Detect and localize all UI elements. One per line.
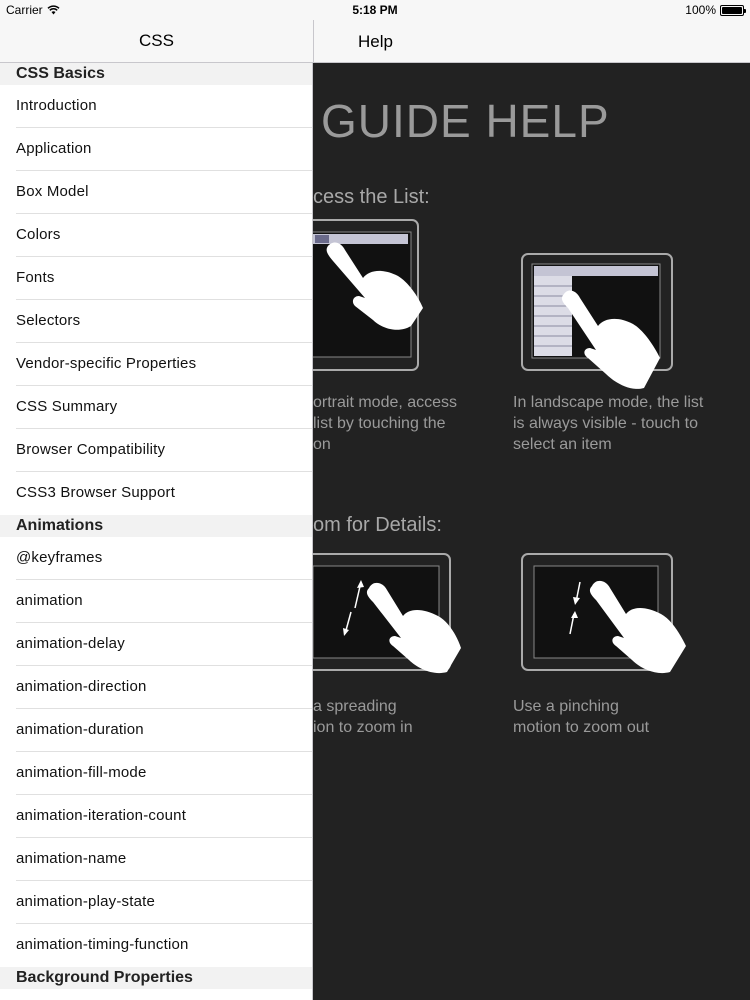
help-content <box>313 64 750 1000</box>
sidebar-item[interactable]: Application <box>0 128 312 171</box>
sidebar-title: CSS <box>139 31 174 50</box>
sidebar-item[interactable]: animation-fill-mode <box>0 752 312 795</box>
status-bar <box>0 0 750 20</box>
battery-percent: 100% <box>685 3 716 17</box>
caption-portrait: ortrait mode, access list by touching the on <box>313 394 458 453</box>
sidebar-item[interactable]: Introduction <box>0 85 312 128</box>
sidebar-item[interactable]: animation-duration <box>0 709 312 752</box>
carrier-label: Carrier <box>6 3 43 17</box>
detail-nav-bar <box>313 20 750 63</box>
sidebar-item[interactable]: animation-play-state <box>0 881 312 924</box>
sidebar-list[interactable] <box>0 63 313 1000</box>
access-list-subheading: cess the List: <box>313 186 430 208</box>
section-header: CSS Basics <box>0 63 312 85</box>
sidebar-item[interactable]: animation-timing-function <box>16 936 189 953</box>
status-time: 5:18 PM <box>352 3 398 17</box>
landscape-tablet-illustration <box>520 252 700 402</box>
sidebar-item[interactable]: Fonts <box>0 257 312 300</box>
sidebar-item[interactable]: animation-name <box>0 838 312 881</box>
battery-icon <box>720 5 744 16</box>
sidebar-item[interactable]: animation-iteration-count <box>0 795 312 838</box>
caption-spread: a spreading ion to zoom in <box>313 698 413 736</box>
sidebar-item[interactable]: animation <box>0 580 312 623</box>
sidebar-item[interactable]: Selectors <box>0 300 312 343</box>
battery <box>685 3 744 17</box>
sidebar-item[interactable]: CSS Summary <box>0 386 312 429</box>
detail-title: Help <box>358 32 393 51</box>
caption-landscape: In landscape mode, the list is always visible - touch to select an item <box>513 394 704 453</box>
portrait-tablet-illustration <box>313 216 433 376</box>
zoom-details-subheading: om for Details: <box>313 514 442 536</box>
help-heading: GUIDE HELP <box>321 95 610 147</box>
section-header: Background Properties <box>0 967 312 989</box>
sidebar-item[interactable]: Browser Compatibility <box>0 429 312 472</box>
sidebar-item[interactable]: Colors <box>0 214 312 257</box>
sidebar-item[interactable]: Box Model <box>0 171 312 214</box>
sidebar-item[interactable]: animation-direction <box>0 666 312 709</box>
sidebar-item[interactable]: @keyframes <box>0 537 312 580</box>
pinch-zoom-illustration <box>520 552 700 692</box>
sidebar-item[interactable]: animation-delay <box>0 623 312 666</box>
section-header: Animations <box>0 515 312 537</box>
spread-zoom-illustration <box>313 552 473 692</box>
caption-pinch: Use a pinching motion to zoom out <box>513 698 650 736</box>
sidebar-nav-bar <box>0 20 313 63</box>
sidebar-item[interactable]: CSS3 Browser Support <box>16 484 176 501</box>
sidebar-item[interactable]: Vendor-specific Properties <box>0 343 312 386</box>
